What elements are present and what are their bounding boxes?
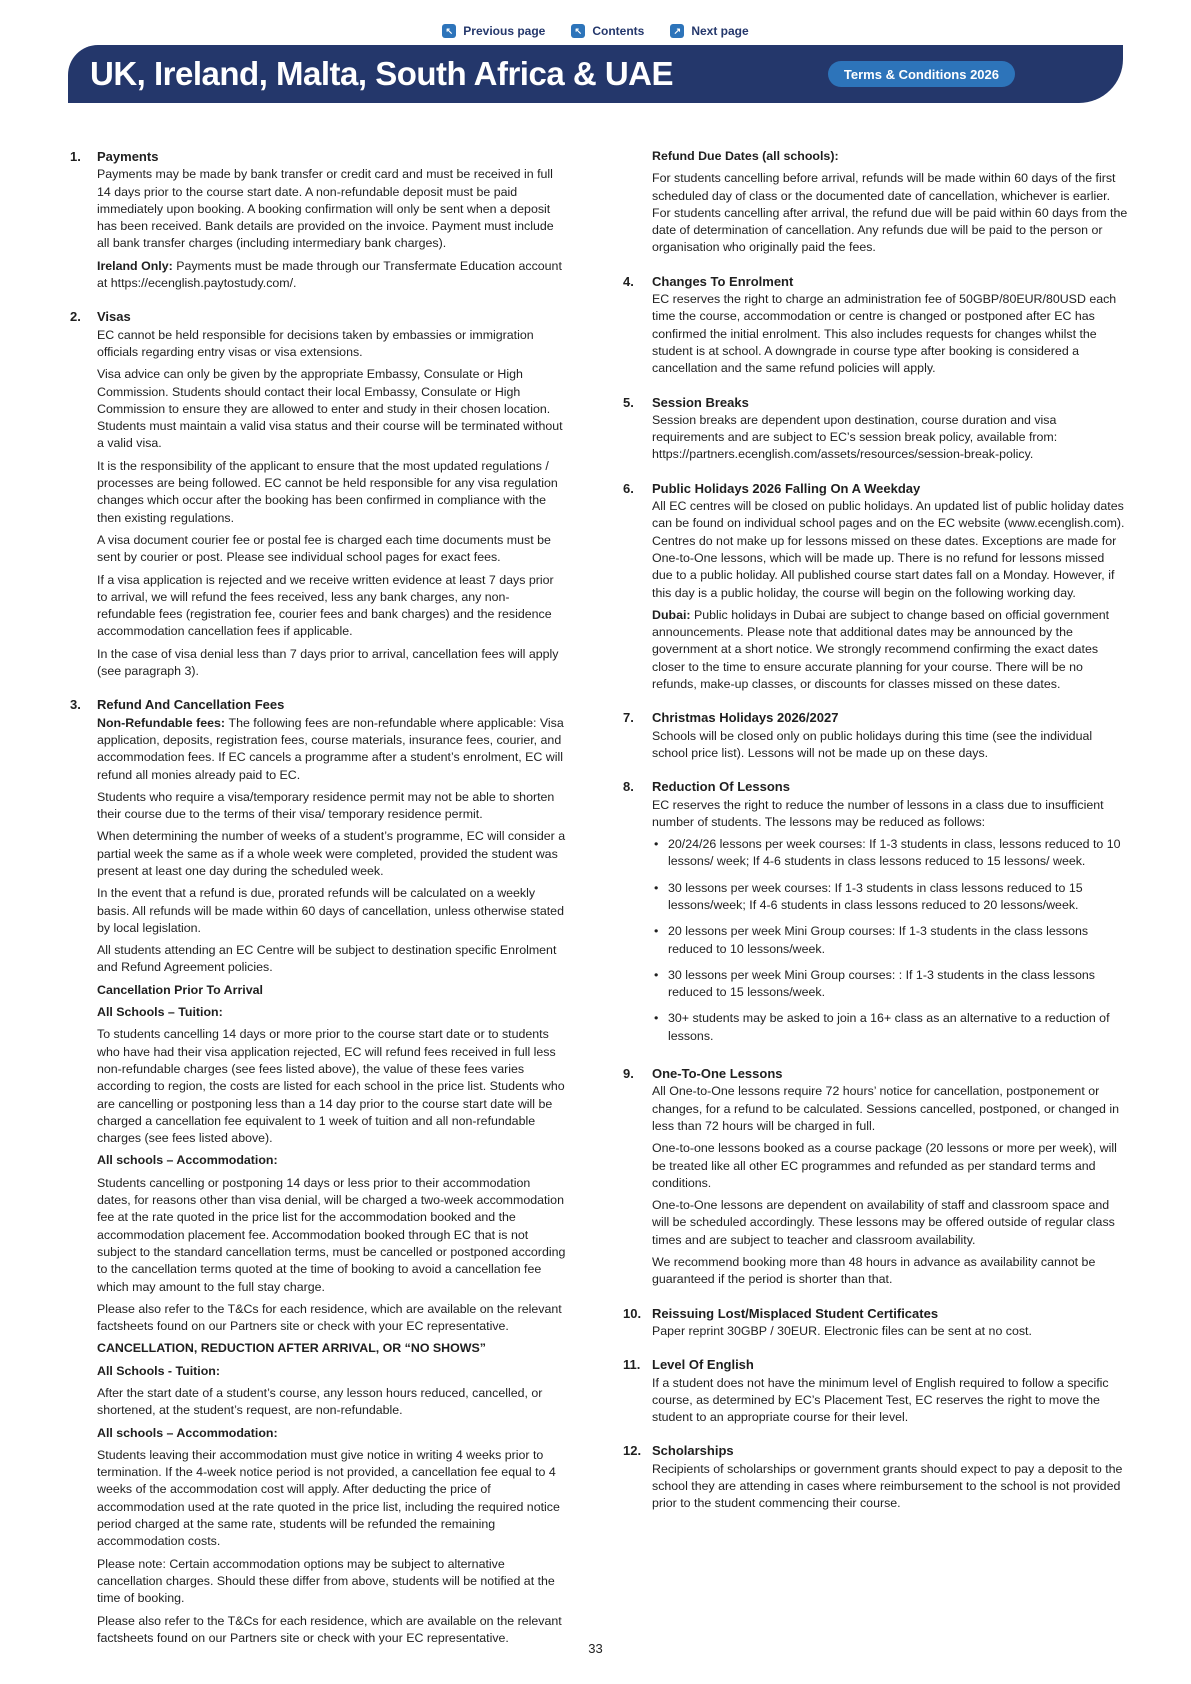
bullet-text: 30 lessons per week Mini Group courses: : If 1-3 students in the class lessons reduced to 15 lessons/week. bbox=[668, 967, 1095, 1000]
section-title: Changes To Enrolment bbox=[652, 273, 794, 289]
paragraph: When determining the number of weeks of a student’s programme, EC will consider a partial week the same as if a whole week were completed, provided the student was present at least one day during the scheduled week. bbox=[97, 829, 566, 878]
top-navigation bbox=[0, 0, 1191, 40]
section-number: 7. bbox=[623, 710, 634, 726]
section-body bbox=[652, 273, 1128, 383]
bullet-item bbox=[652, 880, 1128, 915]
terms-badge: Terms & Conditions 2026 bbox=[828, 61, 1015, 87]
paragraph: In the event that a refund is due, prorated refunds will be calculated on a weekly basis. All refunds will be made within 60 days of cancellation, unless otherwise stated by local legislation. bbox=[97, 886, 564, 935]
paragraph-lead: Ireland Only: bbox=[97, 258, 177, 273]
section bbox=[623, 1356, 1128, 1431]
paragraph: EC cannot be held responsible for decisions taken by embassies or immigration officials regarding entry visas or visa extensions. bbox=[97, 327, 534, 359]
section-body bbox=[652, 1065, 1128, 1294]
paragraph: One-to-One lessons are dependent on availability of staff and classroom space and will be scheduled accordingly. These lessons may be offered outside of regular class times and are subject to teacher and classroom availability. bbox=[652, 1198, 1115, 1247]
paragraph: Dubai: Public holidays in Dubai are subject to change based on official government announcements. Please note that additional dates may be announced by the government at a short notice. We strongly recommend confirming the exact dates closer to the time to ensure accurate planning for your course. There will be no refunds, make-up classes, or discounts for classes missed on these dates. bbox=[652, 607, 1110, 692]
section-title: Visas bbox=[97, 309, 131, 325]
section-title: Session Breaks bbox=[652, 394, 749, 410]
paragraph: Ireland Only: Payments must be made through our Transfermate Education account at https://ecenglish.paytostudy.com/. bbox=[97, 258, 562, 291]
paragraph: Please also refer to the T&Cs for each residence, which are available on the relevant factsheets found on our Partners site or check with your EC representative. bbox=[97, 1301, 562, 1334]
paragraph: Students leaving their accommodation must give notice in writing 4 weeks prior to termination. If the 4-week notice period is not provided, a cancellation fee equal to 4 weeks of the accommodation cost will apply. After deducting the price of accommodation used at the rate quoted in the price list, including the required notice period charged at the same rate, students will be refunded the remaining accommodation costs. bbox=[97, 1447, 560, 1549]
section bbox=[623, 778, 1128, 1054]
section-title: Refund And Cancellation Fees bbox=[97, 697, 285, 713]
section-title: Christmas Holidays 2026/2027 bbox=[652, 710, 839, 726]
paragraph: EC reserves the right to reduce the number of lessons in a class due to insufficient number of students. The lessons may be reduced as follows: bbox=[652, 797, 1104, 829]
paragraph: Visa advice can only be given by the appropriate Embassy, Consulate or High Commission. Students should contact their local Embassy, Consulate or High Commission to ensure they are allowed to enter and study in their chosen location. Students must maintain a valid visa status and their course will be terminated without a valid visa. bbox=[97, 367, 563, 451]
paragraph: Please also refer to the T&Cs for each residence, which are available on the relevant factsheets found on our Partners site or check with your EC representative. bbox=[97, 1613, 562, 1645]
paragraph: Recipients of scholarships or government grants should expect to pay a deposit to the school they are attending in cases where reimbursement to the school is not provided prior to the student commencing their course. bbox=[652, 1461, 1123, 1511]
section bbox=[70, 148, 567, 297]
section-body bbox=[652, 480, 1128, 699]
paragraph: Schools will be closed only on public holidays during this time (see the individual school price list). Lessons will not be made up on these days. bbox=[652, 728, 1093, 760]
bullet-text: 30+ students may be asked to join a 16+ class as an alternative to a reduction of lessons. bbox=[668, 1011, 1110, 1043]
next-page-link[interactable] bbox=[670, 22, 748, 40]
bullet-marker: • bbox=[654, 1011, 659, 1026]
page-number: 33 bbox=[588, 1641, 603, 1656]
sub-heading: All Schools - Tuition: bbox=[97, 1363, 220, 1378]
paragraph: All One-to-One lessons require 72 hours’ notice for cancellation, postponement or changes, for a refund to be calculated. Sessions cancelled, postponed, or changed in less than 72 hours will be charged in full. bbox=[652, 1084, 1120, 1133]
paragraph: Payments may be made by bank transfer or credit card and must be received in full 14 days prior to the course start date. A non-refundable deposit must be paid immediately upon booking. A booking confirmation will only be sent when a deposit has been received. Bank details are provided on the invoice. Payment must include all bank transfer charges (including intermediary bank charges). bbox=[97, 167, 554, 251]
column-right bbox=[623, 148, 1128, 1663]
sub-heading: Refund Due Dates (all schools): bbox=[652, 149, 839, 163]
contents-icon: ↖ bbox=[571, 24, 585, 38]
section-body bbox=[652, 1442, 1128, 1517]
sub-heading: All schools – Accommodation: bbox=[97, 1425, 278, 1440]
bullet-item bbox=[652, 923, 1128, 958]
sub-heading: All Schools – Tuition: bbox=[97, 1005, 223, 1020]
section-title: Public Holidays 2026 Falling On A Weekday bbox=[652, 480, 921, 496]
paragraph: One-to-one lessons booked as a course package (20 lessons or more per week), will be treated like all other EC programmes and refunded as per standard terms and conditions. bbox=[652, 1141, 1117, 1190]
paragraph: After the start date of a student’s course, any lesson hours reduced, cancelled, or shortened, at the student’s request, are non-refundable. bbox=[97, 1386, 543, 1418]
section bbox=[623, 709, 1128, 767]
section-number: 8. bbox=[623, 779, 634, 795]
page-banner bbox=[68, 45, 1123, 103]
section-number: 6. bbox=[623, 480, 634, 496]
paragraph: For students cancelling before arrival, refunds will be made within 60 days of the first scheduled day of class or the documented date of cancellation, whichever is earlier. For students cancelling after arrival, the refund due will be paid within 60 days from the date of determination of cancellation. Any refunds due will be paid to the person or organisation who originally paid the fees. bbox=[652, 171, 1128, 255]
bullet-text: 20/24/26 lessons per week courses: If 1-3 students in class, lessons reduced to 10 lessons/ week; If 4-6 students in class lessons reduced to 15 lessons/ week. bbox=[668, 837, 1121, 869]
section-body bbox=[97, 148, 567, 297]
previous-page-label: Previous page bbox=[463, 24, 546, 38]
paragraph: A visa document courier fee or postal fee is charged each time documents must be sent by courier or post. Please see individual school pages for exact fees. bbox=[97, 532, 551, 565]
section-number: 5. bbox=[623, 394, 634, 410]
section bbox=[623, 1305, 1128, 1346]
section-body bbox=[97, 696, 567, 1652]
paragraph: All students attending an EC Centre will be subject to destination specific Enrolment and Refund Agreement policies. bbox=[97, 943, 557, 975]
section-body bbox=[652, 778, 1128, 1054]
paragraph-lead: Dubai: bbox=[652, 607, 694, 622]
paragraph: We recommend booking more than 48 hours in advance as availability cannot be guaranteed if the period is shorter than that. bbox=[652, 1255, 1096, 1287]
sub-heading: Cancellation Prior To Arrival bbox=[97, 982, 263, 997]
section-number: 3. bbox=[70, 697, 81, 713]
paragraph: EC reserves the right to charge an administration fee of 50GBP/80EUR/80USD each time the course, accommodation or centre is changed or postponed after EC has confirmed the initial enrolment. This also includes requests for changes whilst the student is at school. A downgrade in course type after booking is considered a cancellation and the same refund policies will apply. bbox=[652, 292, 1117, 376]
section bbox=[623, 148, 1128, 262]
bullet-item bbox=[652, 836, 1128, 871]
section-number bbox=[623, 148, 652, 262]
bullet-marker: • bbox=[654, 967, 659, 982]
section bbox=[623, 1442, 1128, 1517]
section-title: Reduction Of Lessons bbox=[652, 779, 790, 795]
next-page-icon: ↗ bbox=[670, 24, 684, 38]
section-number: 1. bbox=[70, 149, 81, 164]
section-body bbox=[652, 148, 1128, 262]
section bbox=[623, 273, 1128, 383]
section-number: 10. bbox=[623, 1305, 642, 1321]
column-left bbox=[70, 148, 567, 1663]
section bbox=[623, 1065, 1128, 1294]
contents-label: Contents bbox=[592, 24, 645, 38]
sub-heading: CANCELLATION, REDUCTION AFTER ARRIVAL, OR “NO SHOWS” bbox=[97, 1341, 486, 1356]
section-body bbox=[652, 1356, 1128, 1431]
bullet-marker: • bbox=[654, 880, 659, 895]
section-number: 11. bbox=[623, 1357, 641, 1373]
paragraph: All EC centres will be closed on public holidays. An updated list of public holiday dates can be found on individual school pages and on the EC website (www.ecenglish.com). Centres do not make up for lessons missed on these dates. Exceptions are made for One-to-One lessons, which will be made up. There is no refund for lessons missed due to a public holiday. All published course start dates fall on a Monday. However, if this day is a public holiday, the course will begin on the following working day. bbox=[652, 499, 1125, 600]
section-title: Reissuing Lost/Misplaced Student Certificates bbox=[652, 1305, 939, 1321]
section bbox=[70, 696, 567, 1652]
section-number: 9. bbox=[623, 1066, 634, 1082]
bullet-marker: • bbox=[654, 924, 659, 939]
section-number: 4. bbox=[623, 273, 634, 289]
section-title: Scholarships bbox=[652, 1443, 734, 1459]
page-title: UK, Ireland, Malta, South Africa & UAE bbox=[90, 55, 674, 92]
section bbox=[70, 308, 567, 685]
paragraph: To students cancelling 14 days or more prior to the course start date or to students who have had their visa application rejected, EC will refund fees received in full less non-refundable charges (see fees listed above), the value of these fees varies according to region, the costs are listed for each school in the price list. Students who are cancelling or postponing less than a 14 day prior to the course start date will be charged a cancellation fee equivalent to 1 week of tuition and all non-refundable charges (see fees listed above). bbox=[97, 1027, 565, 1146]
section-body bbox=[652, 709, 1128, 767]
section-number: 2. bbox=[70, 309, 81, 325]
section-title: Level Of English bbox=[652, 1357, 754, 1373]
section bbox=[623, 394, 1128, 469]
paragraph: Please note: Certain accommodation options may be subject to alternative cancellation charges. Should these differ from above, students will be notified at the time of booking. bbox=[97, 1556, 555, 1606]
contents-link[interactable] bbox=[571, 22, 644, 40]
paragraph: Paper reprint 30GBP / 30EUR. Electronic files can be sent at no cost. bbox=[652, 1323, 1032, 1338]
paragraph: Students cancelling or postponing 14 days or less prior to their accommodation dates, for reasons other than visa denial, will be charged a two-week accommodation fee at the rate quoted in the price list for the accommodation booked and the accommodation placement fee. Accommodation booked through EC that is not subject to the standard cancellation terms, must be cancelled or postponed according to the cancellation terms quoted at the time of booking to avoid a cancellation fee which may amount to the full stay charge. bbox=[97, 1175, 566, 1294]
bullet-item bbox=[652, 967, 1128, 1002]
bullet-text: 30 lessons per week courses: If 1-3 students in class lessons reduced to 15 lessons/week; If 4-6 students in class lessons reduced to 20 lessons/week. bbox=[668, 880, 1083, 912]
previous-page-link[interactable] bbox=[442, 22, 545, 40]
section-body bbox=[652, 394, 1128, 469]
bullet-marker: • bbox=[654, 837, 659, 852]
section-title: One-To-One Lessons bbox=[652, 1066, 783, 1082]
paragraph: Non-Refundable fees: The following fees are non-refundable where applicable: Visa application, deposits, registration fees, course materials, insurance fees, courier, and accommodation fees. If EC cancels a programme after a student’s enrolment, EC will refund all monies already paid to EC. bbox=[97, 715, 564, 782]
paragraph: In the case of visa denial less than 7 days prior to arrival, cancellation fees will apply (see paragraph 3). bbox=[97, 646, 559, 679]
bullet-text: 20 lessons per week Mini Group courses: If 1-3 students in the class lessons reduced to 10 lessons/week. bbox=[668, 924, 1089, 956]
section-title: Payments bbox=[97, 149, 159, 164]
sub-heading: All schools – Accommodation: bbox=[97, 1153, 278, 1168]
next-page-label: Next page bbox=[691, 24, 749, 38]
section bbox=[623, 480, 1128, 699]
paragraph: Session breaks are dependent upon destination, course duration and visa requirements and are subject to EC’s session break policy, available from: https://partners.ecenglish.com/assets/resources/session-break-policy. bbox=[652, 412, 1058, 462]
paragraph: If a student does not have the minimum level of English required to follow a specific course, as determined by EC’s Placement Test, EC reserves the right to move the student to an appropriate course for their level. bbox=[652, 1375, 1109, 1425]
paragraph: If a visa application is rejected and we receive written evidence at least 7 days prior to arrival, we will refund the fees received, less any bank charges, any non-refundable fees (registration fee, courier fees and bank charges) and the residence accommodation cancellation fees if applicable. bbox=[97, 572, 554, 639]
paragraph: Students who require a visa/temporary residence permit may not be able to shorten their course due to the terms of their visa/ temporary residence permit. bbox=[97, 789, 555, 822]
bullet-list bbox=[652, 836, 1128, 1045]
content bbox=[0, 148, 1191, 1663]
previous-page-icon: ↖ bbox=[442, 24, 456, 38]
paragraph-lead: Non-Refundable fees: bbox=[97, 715, 229, 730]
section-number: 12. bbox=[623, 1443, 642, 1459]
section-body bbox=[652, 1305, 1128, 1346]
section-body bbox=[97, 308, 567, 685]
paragraph: It is the responsibility of the applicant to ensure that the most updated regulations / processes are being followed. EC cannot be held responsible for any visa regulation changes which occur after the booking has been confirmed in compliance with the then existing regulations. bbox=[97, 458, 558, 525]
bullet-item bbox=[652, 1010, 1128, 1045]
